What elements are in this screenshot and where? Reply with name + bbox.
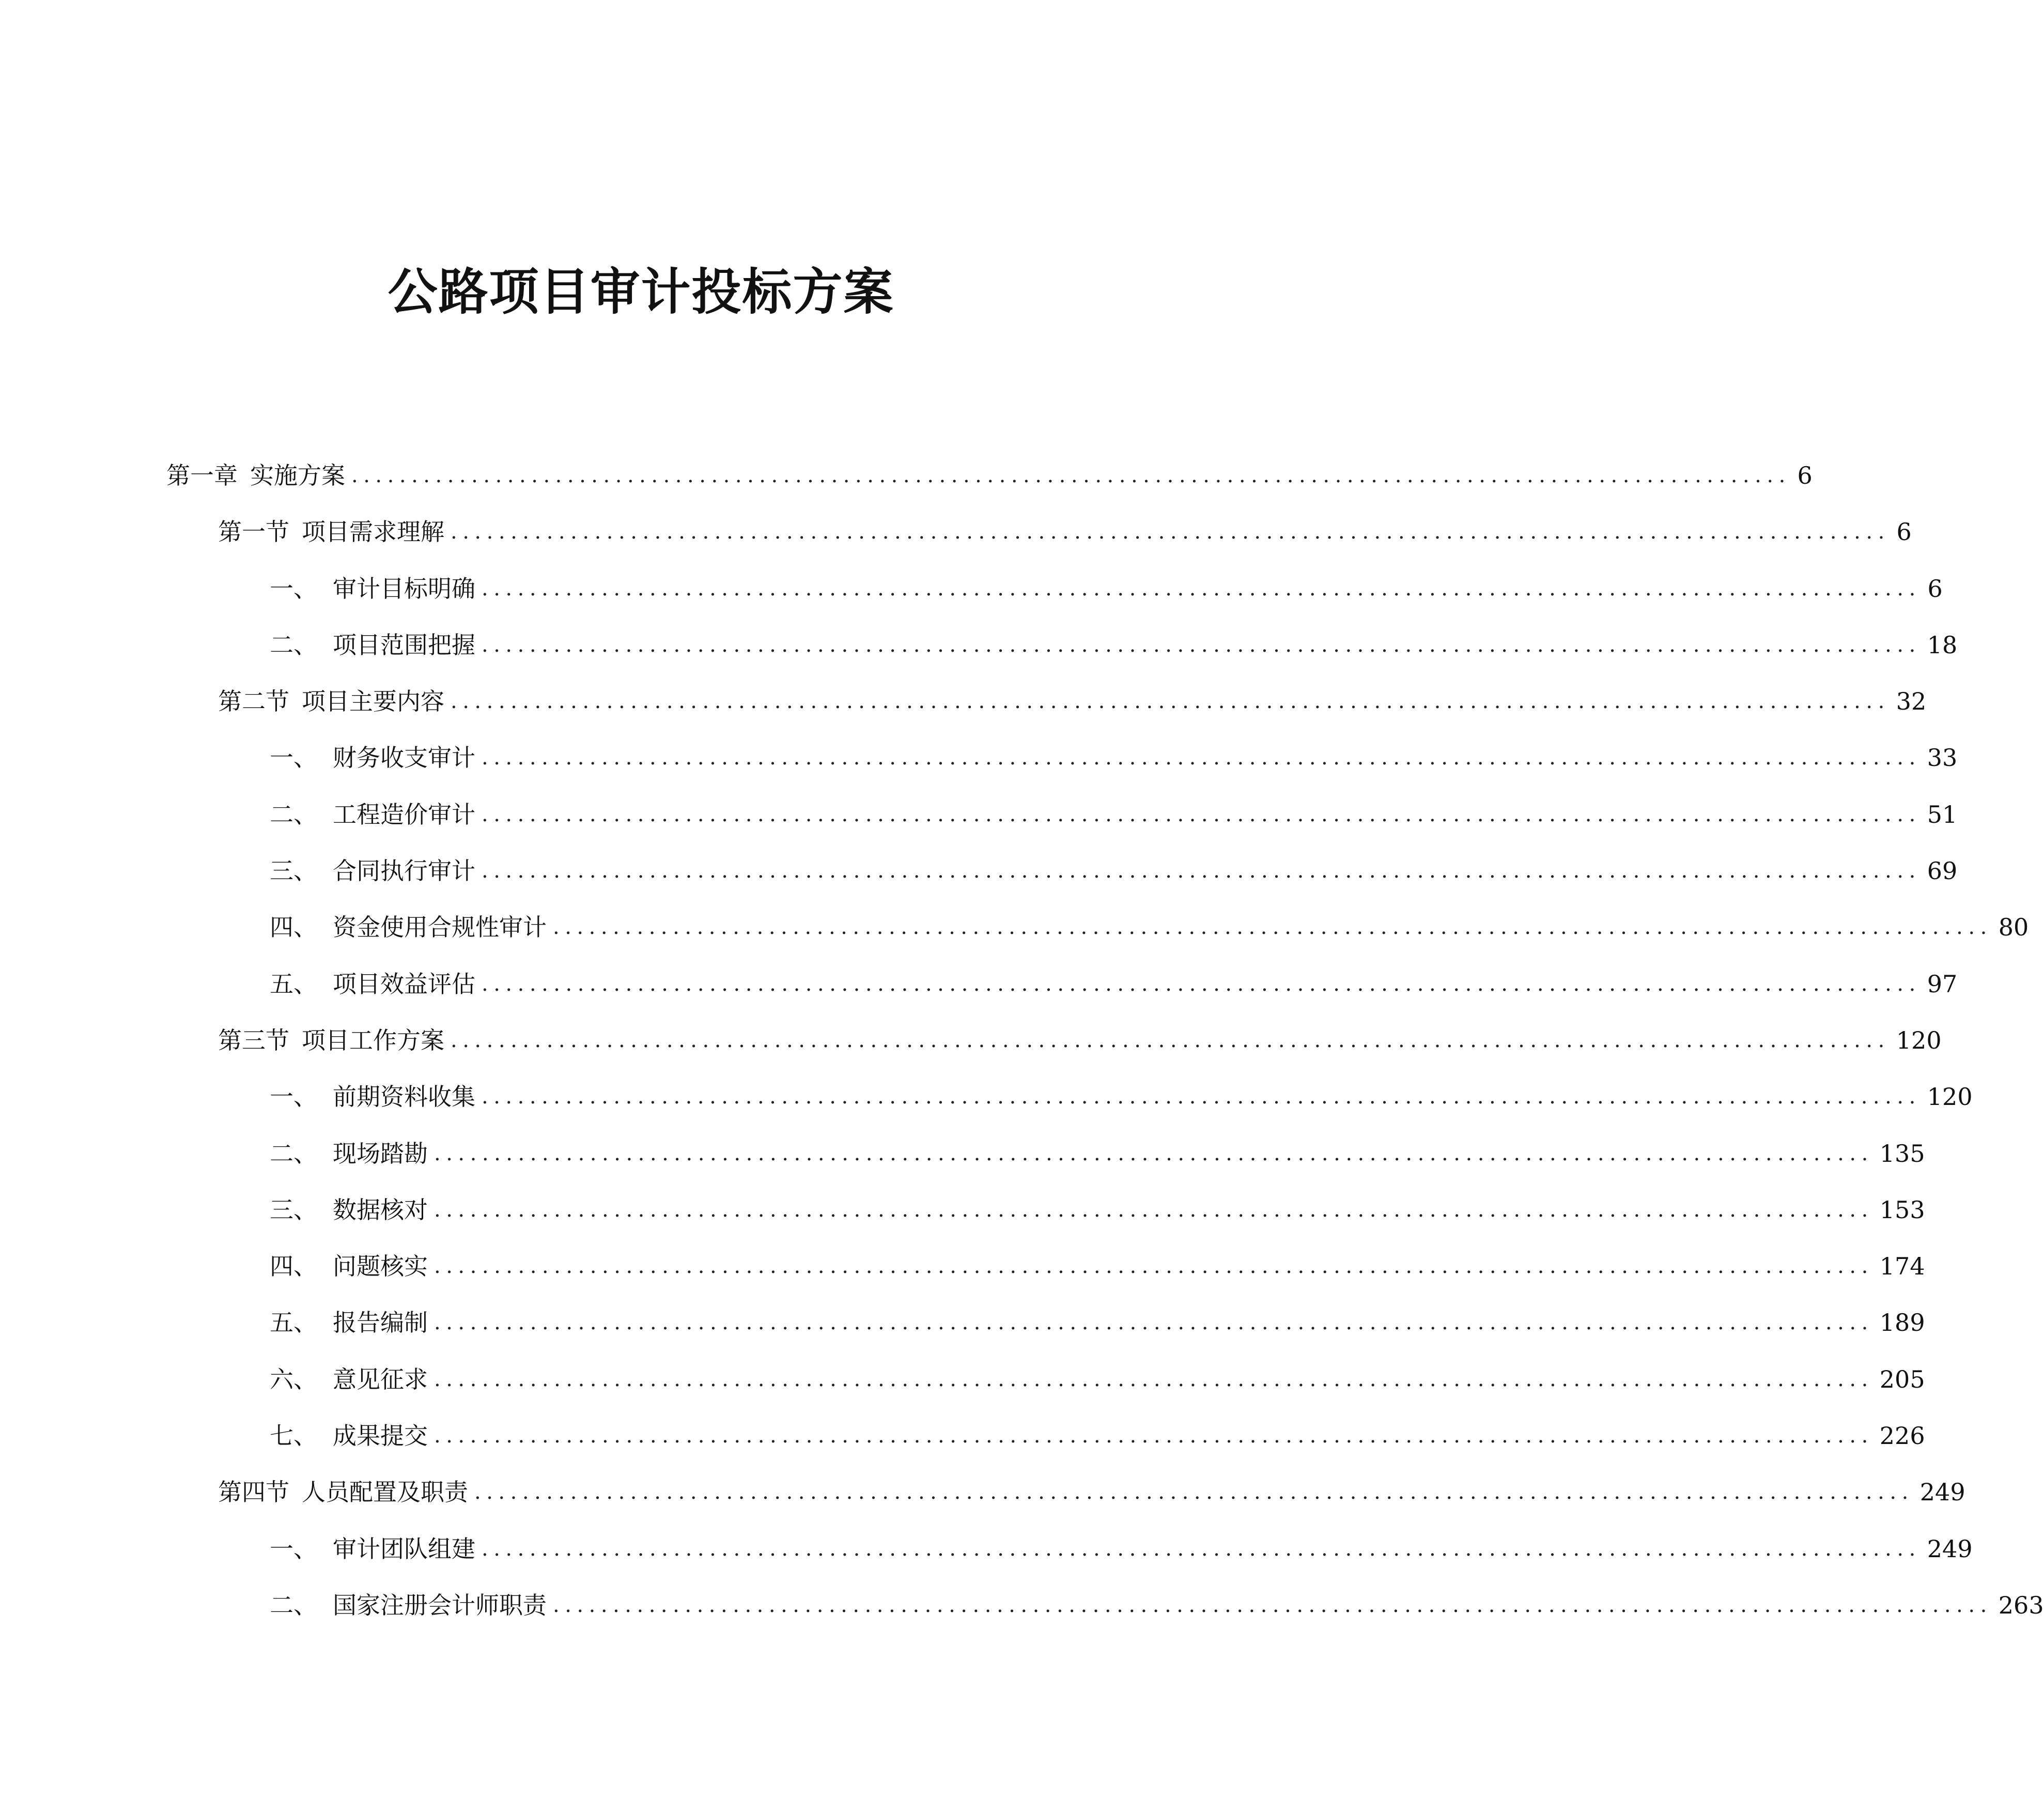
toc-entry-title: 实施方案: [250, 462, 345, 489]
toc-entry[interactable]: [0, 1474, 1965, 1530]
toc-dot-leader: ........................................................................................................................: [482, 859, 1921, 883]
toc-entry-title: 审计团队组建: [333, 1534, 475, 1563]
toc-entry-title: 人员配置及职责: [302, 1478, 468, 1507]
toc-entry-page: 51: [1927, 800, 1958, 828]
toc-entry[interactable]: [0, 1418, 1925, 1474]
toc-dot-leader: ........................................................................................................................: [482, 746, 1921, 770]
toc-dot-leader: ........................................................................................................................: [451, 520, 1890, 544]
toc-entry-page: 135: [1879, 1139, 1925, 1167]
toc-entry-page: 18: [1927, 631, 1958, 659]
toc-entry-number: 第一章: [166, 462, 238, 489]
toc-dot-leader: ........................................................................................................................: [482, 972, 1921, 996]
toc-entry-title: 财务收支审计: [333, 744, 475, 772]
toc-entry-number: 六、: [270, 1365, 317, 1393]
toc-dot-leader: ........................................................................................................................: [482, 1537, 1921, 1561]
toc-entry-number: 二、: [270, 800, 317, 828]
toc-entry[interactable]: [0, 1079, 1973, 1135]
toc-dot-leader: ........................................................................................................................: [482, 802, 1921, 826]
toc-entry[interactable]: [0, 514, 1912, 570]
toc-entry-title: 工程造价审计: [333, 800, 475, 828]
toc-entry-page: 97: [1927, 970, 1958, 998]
toc-entry[interactable]: [0, 1587, 2044, 1643]
toc-entry-page: 69: [1927, 857, 1958, 885]
toc-entry-page: 249: [1919, 1478, 1965, 1507]
toc-entry[interactable]: [0, 1304, 1925, 1361]
toc-entry-title: 数据核对: [333, 1195, 428, 1224]
toc-entry-title: 现场踏勘: [333, 1139, 428, 1167]
toc-entry-number: 一、: [270, 574, 317, 603]
toc-entry[interactable]: [0, 796, 1958, 853]
toc-entry[interactable]: [0, 571, 1943, 627]
toc-entry-title: 合同执行审计: [333, 857, 475, 885]
toc-entry[interactable]: [0, 1192, 1925, 1248]
toc-dot-leader: ........................................................................................................................: [434, 1424, 1873, 1448]
toc-entry-title: 问题核实: [333, 1252, 428, 1281]
toc-entry[interactable]: [0, 966, 1958, 1022]
table-of-contents: [0, 457, 2044, 1643]
toc-dot-leader: ........................................................................................................................: [553, 1593, 1992, 1617]
toc-entry-title: 审计目标明确: [333, 574, 475, 603]
toc-entry-number: 三、: [270, 857, 317, 885]
toc-entry-number: 一、: [270, 744, 317, 772]
toc-entry-title: 项目范围把握: [333, 631, 475, 659]
toc-entry-page: 120: [1927, 1083, 1973, 1111]
toc-entry[interactable]: [0, 1531, 1973, 1587]
toc-entry[interactable]: [0, 683, 1927, 740]
toc-entry-page: 174: [1879, 1252, 1925, 1281]
toc-entry-page: 6: [1927, 574, 1943, 603]
toc-entry-title: 项目需求理解: [302, 518, 444, 546]
toc-entry-page: 6: [1896, 518, 1912, 546]
toc-dot-leader: ........................................................................................................................: [474, 1480, 1914, 1504]
toc-entry-title: 成果提交: [333, 1422, 428, 1450]
toc-entry[interactable]: [0, 627, 1958, 683]
toc-entry-number: 三、: [270, 1195, 317, 1224]
toc-entry-page: 189: [1879, 1309, 1925, 1337]
toc-dot-leader: ........................................................................................................................: [553, 915, 1992, 940]
toc-entry-number: 一、: [270, 1534, 317, 1563]
toc-entry[interactable]: [0, 853, 1958, 909]
toc-entry[interactable]: [0, 1361, 1925, 1418]
toc-dot-leader: ........................................................................................................................: [434, 1311, 1873, 1335]
toc-entry-number: 第一节: [218, 518, 289, 546]
toc-entry[interactable]: [0, 1022, 1942, 1079]
toc-entry-page: 33: [1927, 744, 1958, 772]
toc-entry[interactable]: [0, 909, 2029, 965]
toc-entry-title: 项目工作方案: [302, 1026, 444, 1054]
toc-entry-number: 二、: [270, 1591, 317, 1619]
toc-entry-page: 263: [1998, 1591, 2044, 1619]
toc-entry-number: 四、: [270, 913, 317, 942]
toc-entry-number: 第四节: [218, 1478, 289, 1507]
toc-entry-number: 第三节: [218, 1026, 289, 1054]
toc-entry[interactable]: [0, 1135, 1925, 1192]
toc-entry-number: 四、: [270, 1252, 317, 1281]
toc-dot-leader: ........................................................................................................................: [451, 689, 1890, 714]
toc-dot-leader: ........................................................................................................................: [482, 1085, 1921, 1109]
toc-entry-page: 80: [1998, 913, 2029, 942]
toc-entry-title: 项目效益评估: [333, 970, 475, 998]
toc-dot-leader: ........................................................................................................................: [434, 1197, 1873, 1222]
toc-entry[interactable]: [0, 1248, 1925, 1304]
toc-dot-leader: ........................................................................................................................: [434, 1254, 1873, 1279]
toc-dot-leader: ........................................................................................................................: [482, 576, 1921, 601]
toc-entry-title: 前期资料收集: [333, 1083, 475, 1111]
toc-dot-leader: ........................................................................................................................: [451, 1028, 1890, 1052]
toc-dot-leader: ........................................................................................................................: [434, 1367, 1873, 1391]
toc-entry-title: 项目主要内容: [302, 687, 444, 716]
toc-entry-title: 国家注册会计师职责: [333, 1591, 547, 1619]
toc-dot-leader: ........................................................................................................................: [351, 464, 1791, 487]
toc-entry-page: 120: [1896, 1026, 1942, 1054]
document-title: 公路项目审计投标方案: [388, 263, 894, 321]
toc-entry-number: 二、: [270, 1139, 317, 1167]
toc-entry-number: 五、: [270, 970, 317, 998]
toc-entry-page: 226: [1879, 1422, 1925, 1450]
toc-entry-number: 第二节: [218, 687, 289, 716]
toc-dot-leader: ........................................................................................................................: [434, 1141, 1873, 1165]
toc-entry-title: 报告编制: [333, 1309, 428, 1337]
toc-entry-number: 七、: [270, 1422, 317, 1450]
toc-entry-number: 二、: [270, 631, 317, 659]
toc-entry-page: 32: [1896, 687, 1927, 716]
toc-entry[interactable]: [0, 457, 1813, 514]
toc-entry-page: 153: [1879, 1195, 1925, 1224]
toc-entry-number: 五、: [270, 1309, 317, 1337]
toc-entry-number: 一、: [270, 1083, 317, 1111]
toc-dot-leader: ........................................................................................................................: [482, 633, 1921, 657]
toc-entry-title: 资金使用合规性审计: [333, 913, 547, 942]
toc-entry[interactable]: [0, 740, 1958, 796]
toc-entry-page: 249: [1927, 1534, 1973, 1563]
toc-entry-page: 6: [1797, 462, 1813, 489]
toc-entry-title: 意见征求: [333, 1365, 428, 1393]
toc-entry-page: 205: [1879, 1365, 1925, 1393]
